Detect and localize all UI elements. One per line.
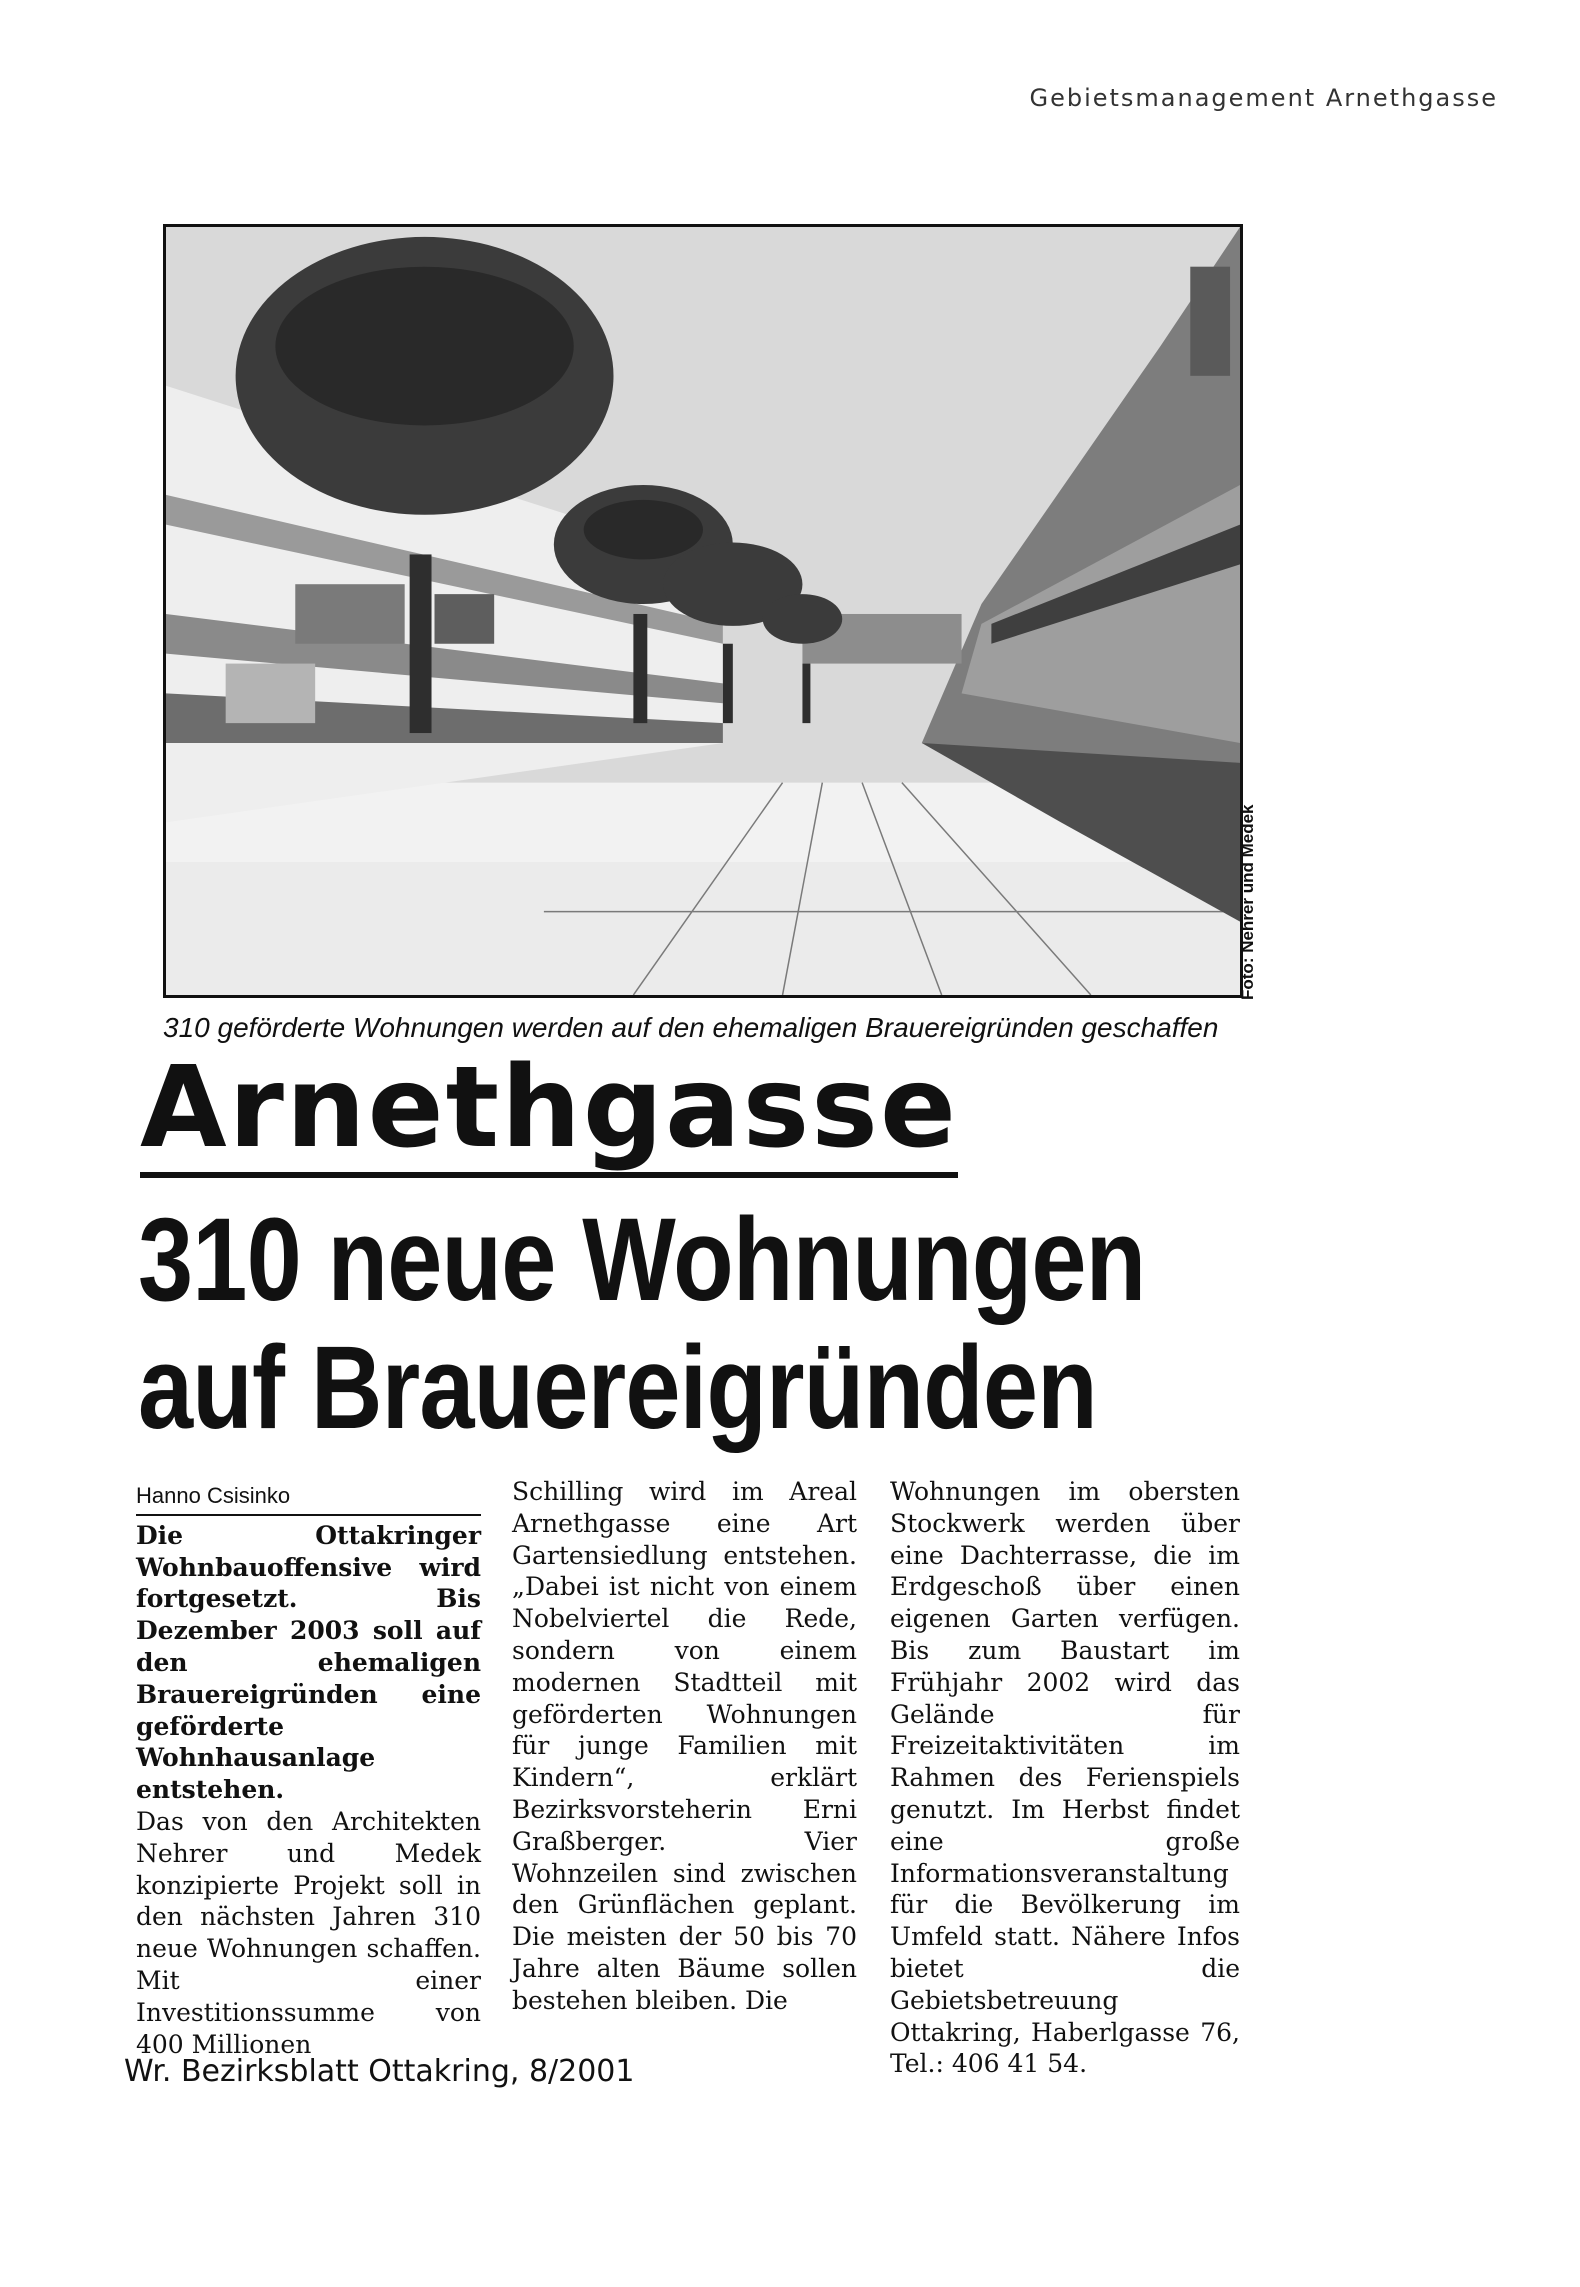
article-kicker: Arnethgasse bbox=[140, 1052, 958, 1178]
article-column-1 bbox=[136, 1480, 481, 2060]
article-column-3 bbox=[890, 1476, 1240, 2080]
column-3-body: Wohnungen im obersten Stockwerk werden über eine Dachterrasse, die im Erdgeschoß über einen eigenen Garten verfügen. Bis zum Baustart im Frühjahr 2002 wird das Gelände für Freizeitaktivitäten im Rahmen des Ferienspiels genutzt. Im Herbst findet eine große Informationsveranstaltung für die Bevölkerung im Umfeld statt. Nähere Infos bietet die Gebietsbetreuung Ottakring, Haberlgasse 76, Tel.: 406 41 54. bbox=[890, 1477, 1240, 2079]
source-footer: Wr. Bezirksblatt Ottakring, 8/2001 bbox=[124, 2054, 635, 2089]
column-2-body: Schilling wird im Areal Arnethgasse eine Art Gartensiedlung entstehen. „Dabei ist nicht von einem Nobelviertel die Rede, sondern von einem modernen Stadtteil mit geförderten Wohnungen für junge Familien mit Kindern“, erklärt Bezirksvorsteherin Erni Graßberger. Vier Wohnzeilen sind zwischen den Grünflächen geplant. Die meisten der 50 bis 70 Jahre alten Bäume sollen bestehen bleiben. Die bbox=[512, 1477, 857, 2015]
article-headline bbox=[138, 1196, 1145, 1452]
author-byline: Hanno Csisinko bbox=[136, 1480, 481, 1516]
running-title: Gebietsmanagement Arnethgasse bbox=[1029, 84, 1498, 112]
headline-line-1: 310 neue Wohnungen bbox=[138, 1194, 1146, 1326]
photo-credit: Foto: Nehrer und Medek bbox=[1238, 804, 1257, 1000]
photo-illustration bbox=[166, 227, 1240, 995]
article-lead: Die Ottakringer Wohnbauoffensive wird fortgesetzt. Bis Dezember 2003 soll auf den ehemaligen Brauereigründen eine geförderte Wohnhausanlage entstehen. bbox=[136, 1520, 481, 1805]
article-photo bbox=[163, 224, 1243, 998]
headline-line-2: auf Brauereigründen bbox=[138, 1322, 1097, 1454]
article-column-2 bbox=[512, 1476, 857, 2017]
photo-caption: 310 geförderte Wohnungen werden auf den ehemaligen Brauereigründen geschaffen bbox=[163, 1012, 1219, 1043]
column-1-body: Das von den Architekten Nehrer und Medek konzipierte Projekt soll in den nächsten Jahren 310 neue Wohnungen schaffen. Mit einer Investitionssumme von 400 Millionen bbox=[136, 1806, 481, 2059]
